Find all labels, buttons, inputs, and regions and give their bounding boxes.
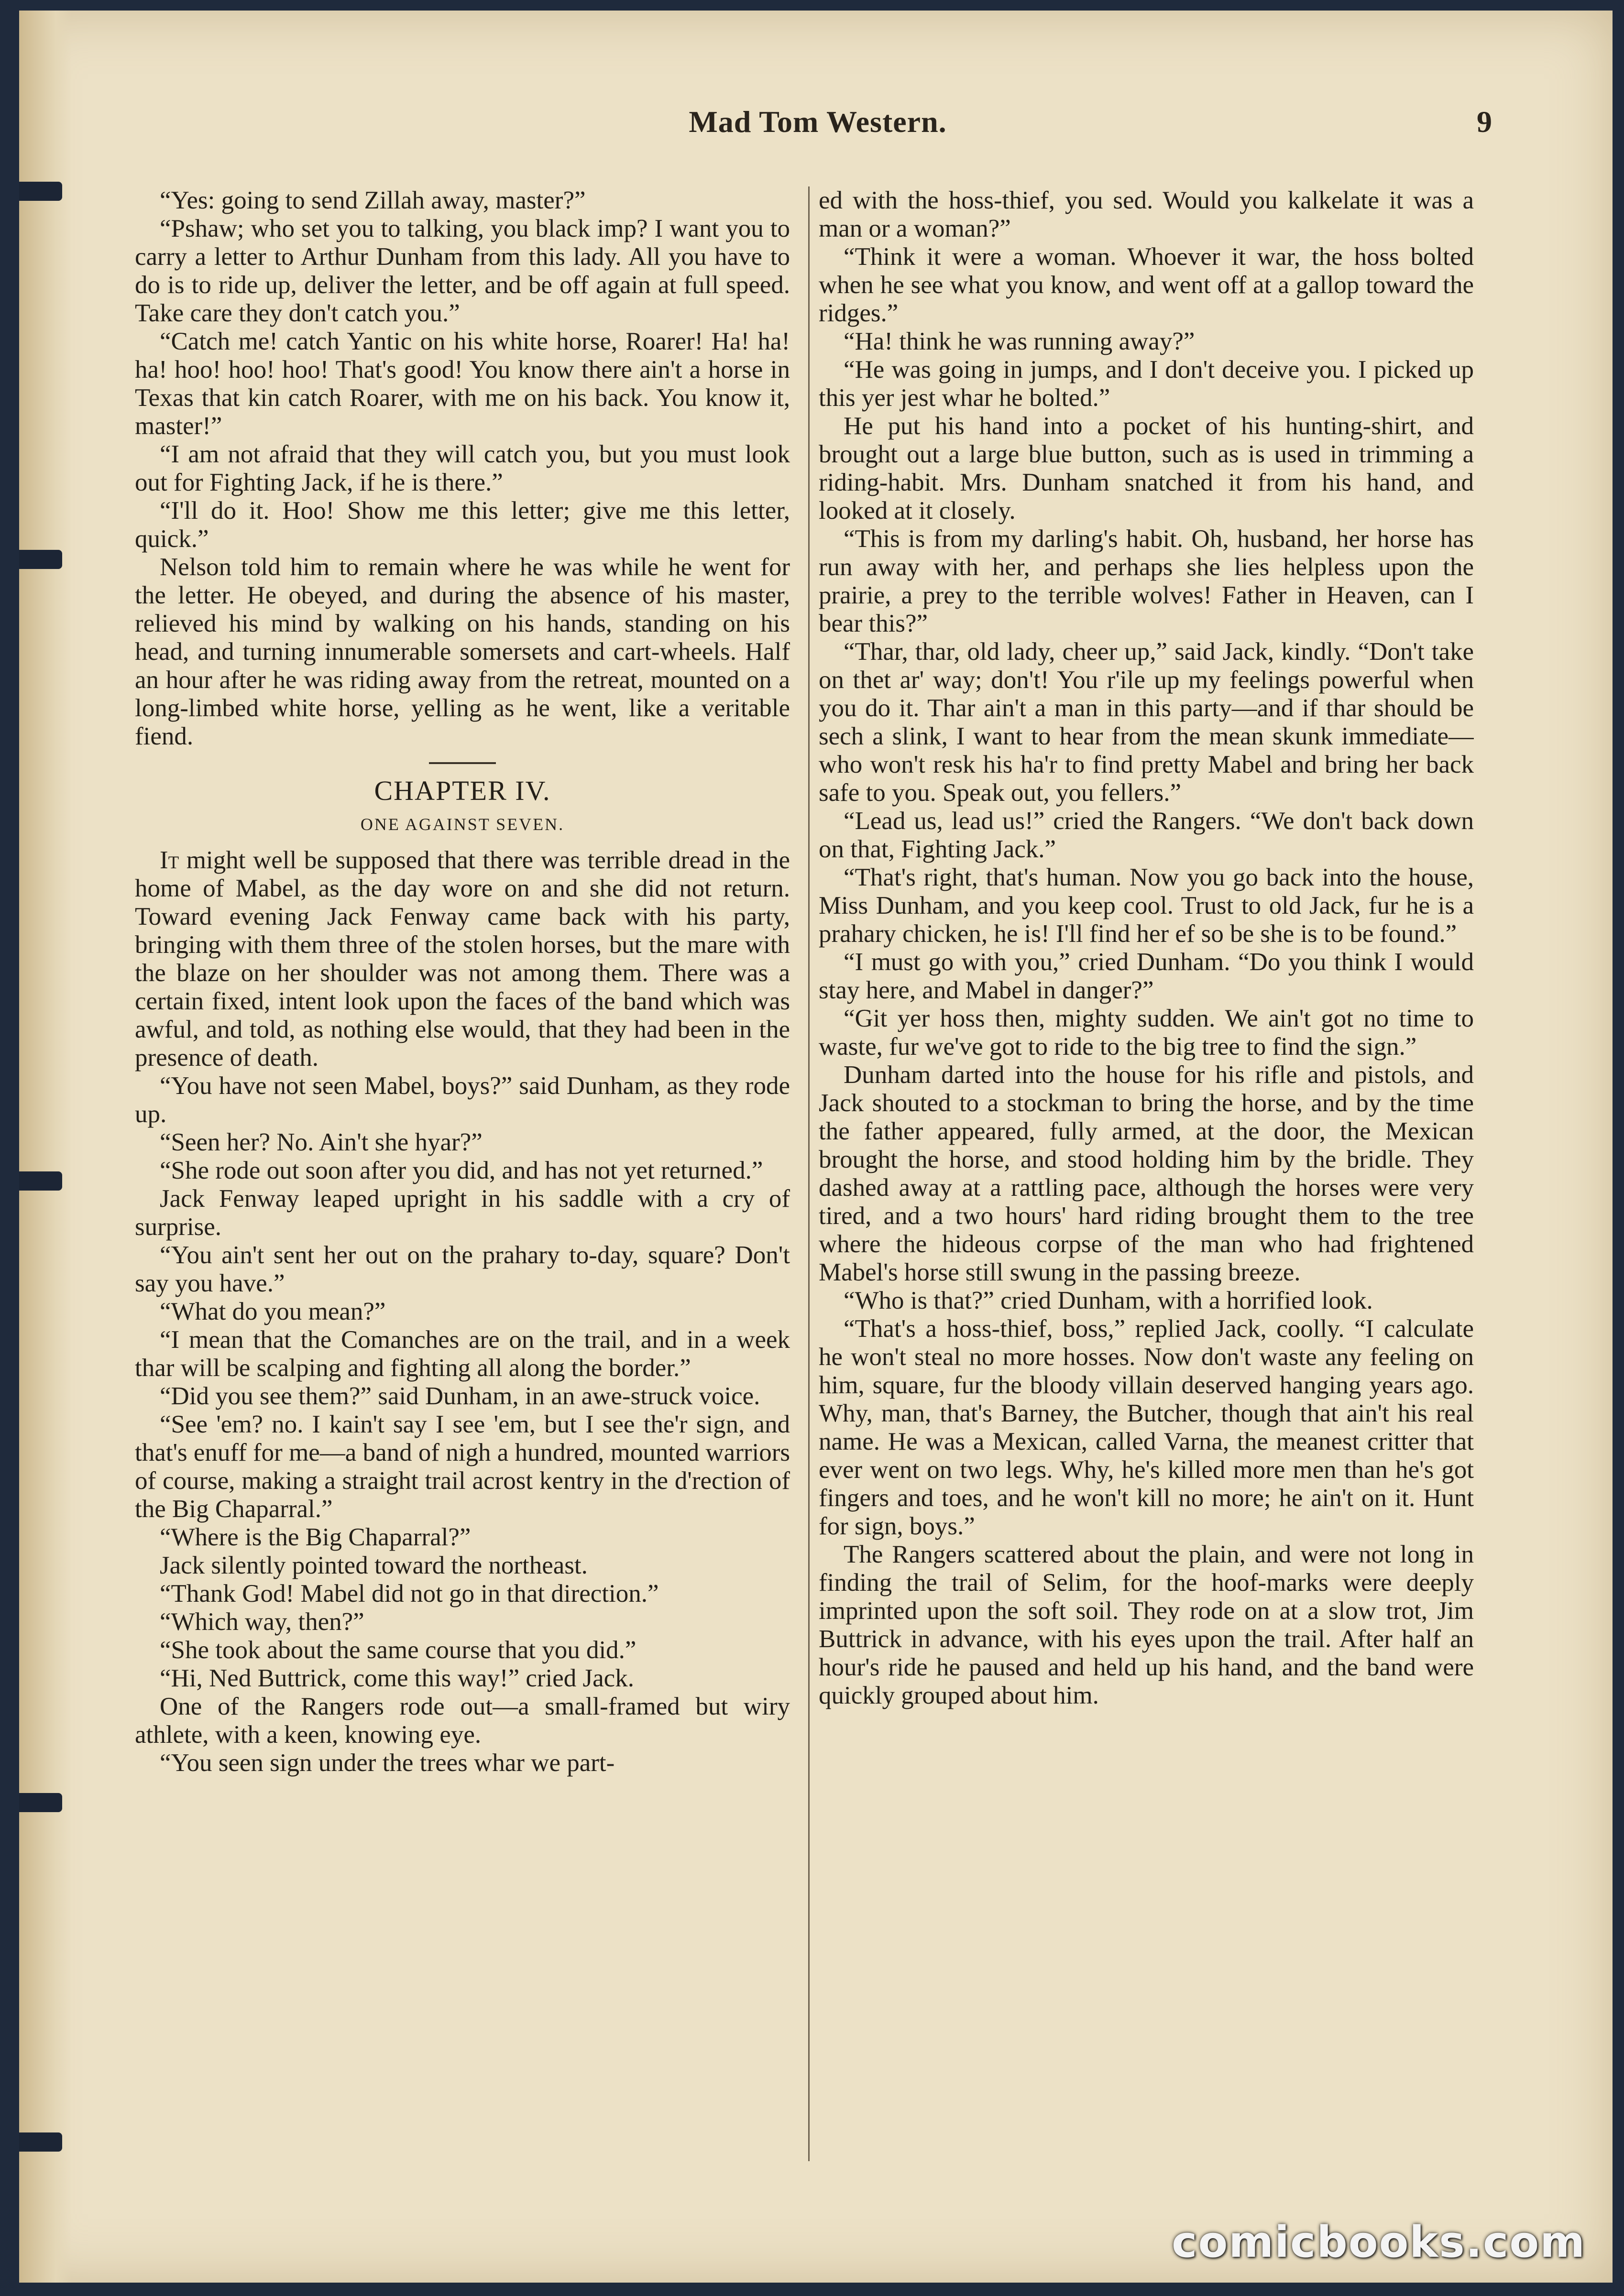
binding-staple <box>19 2132 62 2152</box>
paragraph: “She rode out soon after you did, and has not yet returned.” <box>160 1157 763 1184</box>
paragraph: “Think it were a woman. Whoever it war, the hoss bolted when he see what you know, and went off at a gallop toward the ridges.” <box>819 243 1474 327</box>
paragraph: “You have not seen Mabel, boys?” said Dunham, as they rode up. <box>135 1072 790 1128</box>
binding-staple <box>19 1793 62 1812</box>
paragraph: “I'll do it. Hoo! Show me this letter; give me this letter, quick.” <box>135 497 790 553</box>
running-title: Mad Tom Western. <box>689 105 947 139</box>
right-paragraphs <box>819 243 1474 1710</box>
paragraph: Nelson told him to remain where he was while he went for the letter. He obeyed, and during the absence of his master, relieved his mind by walking on his hands, standing on his head, and turning innumerable somersets and cart-wheels. Half an hour after he was riding away from the retreat, mounted on a long-limbed white horse, yelling as he went, like a veritable fiend. <box>135 553 790 750</box>
paragraph: “I mean that the Comanches are on the trail, and in a week thar will be scalping and fighting all along the border.” <box>135 1326 790 1382</box>
paragraph: “See 'em? no. I kain't say I see 'em, but I see the'r sign, and that's enuff for me—a band of nigh a hundred, mounted warriors of course, making a straight trail acrost kentry in the d'rection of the Big Chaparral.” <box>135 1410 790 1523</box>
paragraph: “Pshaw; who set you to talking, you black imp? I want you to carry a letter to Arthur Dunham from this lady. All you have to do is to ride up, deliver the letter, and be off again at full speed. Take care they don't catch you.” <box>135 215 790 327</box>
page-number: 9 <box>1477 105 1492 139</box>
page-header <box>143 104 1492 147</box>
paragraph: “That's a hoss-thief, boss,” replied Jack, coolly. “I calculate he won't steal no more hosses. Now don't waste any feeling on him, square, fur the bloody villain deserved hanging years ago. Why, man, that's Barney, the Butcher, though that ain't his real name. He was a Mexican, called Varna, the meanest critter that ever went on two legs. Why, he's killed more men than he's got fingers and toes, and he won't kill no more; he ain't on it. Hunt for sign, boys.” <box>819 1315 1474 1540</box>
paragraph: “Where is the Big Chaparral?” <box>160 1523 471 1551</box>
opening-word: It <box>160 846 179 874</box>
continued-paragraph: ed with the hoss-thief, you sed. Would you kalkelate it was a man or a woman?” <box>819 186 1474 242</box>
paragraph: “Seen her? No. Ain't she hyar?” <box>160 1128 483 1156</box>
paragraph: “Ha! think he was running away?” <box>844 328 1195 355</box>
paragraph: “That's right, that's human. Now you go back into the house, Miss Dunham, and you keep cool. Trust to old Jack, fur he is a prahary chicken, he is! I'll find her ef so be she is to be found.” <box>819 864 1474 948</box>
paragraph: “I must go with you,” cried Dunham. “Do you think I would stay here, and Mabel in danger?” <box>819 948 1474 1004</box>
binding-staple <box>19 550 62 569</box>
opening-text: might well be supposed that there was terrible dread in the home of Mabel, as the day wore on and she did not return. Toward evening Jack Fenway came back with his party, bringing with them three of the stolen horses, but the mare with the blaze on her shoulder was not among them. There was a certain fixed, intent look upon the faces of the band which was awful, and told, as nothing else would, that they had been in the presence of death. <box>135 846 790 1071</box>
paragraph: “What do you mean?” <box>160 1298 386 1325</box>
binding-staple <box>19 182 62 201</box>
paragraph: “I am not afraid that they will catch you, but you must look out for Fighting Jack, if he is there.” <box>135 440 790 496</box>
paragraph: “Hi, Ned Buttrick, come this way!” cried Jack. <box>160 1664 634 1692</box>
chapter-opening-paragraph <box>135 846 790 1072</box>
paragraph: Jack Fenway leaped upright in his saddle with a cry of surprise. <box>135 1185 790 1241</box>
paragraph: “You ain't sent her out on the prahary to-day, square? Don't say you have.” <box>135 1241 790 1297</box>
paragraph: “Yes: going to send Zillah away, master?” <box>160 186 586 214</box>
left-column <box>135 186 790 2161</box>
chapter-subtitle: ONE AGAINST SEVEN. <box>360 815 565 834</box>
page-spine <box>19 11 72 2283</box>
paragraph: “Did you see them?” said Dunham, in an awe-struck voice. <box>160 1382 760 1410</box>
paragraph: “Catch me! catch Yantic on his white horse, Roarer! Ha! ha! ha! hoo! hoo! hoo! That's good! You know there ain't a horse in Texas that kin catch Roarer, with me on his back. You know it, master!” <box>135 328 790 440</box>
paragraph: “Thank God! Mabel did not go in that direction.” <box>160 1580 659 1607</box>
paragraph: “She took about the same course that you did.” <box>160 1636 636 1664</box>
section-rule <box>429 762 496 764</box>
column-divider <box>808 186 810 2161</box>
right-column <box>819 186 1474 2161</box>
paragraph: “You seen sign under the trees whar we part- <box>160 1749 615 1777</box>
paragraph: “Git yer hoss then, mighty sudden. We ain't got no time to waste, fur we've got to ride to the big tree to find the sign.” <box>819 1005 1474 1061</box>
paragraph: The Rangers scattered about the plain, and were not long in finding the trail of Selim, for the hoof-marks were deeply imprinted upon the soft soil. They rode on at a slow trot, Jim Buttrick in advance, with his eyes upon the trail. After half an hour's ride he paused and held up his hand, and the band were quickly grouped about him. <box>819 1541 1474 1709</box>
paragraph: “This is from my darling's habit. Oh, husband, her horse has run away with her, and perhaps she lies helpless upon the prairie, a prey to the terrible wolves! Father in Heaven, can I bear this?” <box>819 525 1474 637</box>
paragraph: “Lead us, lead us!” cried the Rangers. “We don't back down on that, Fighting Jack.” <box>819 807 1474 863</box>
watermark-text: comicbooks.com <box>1172 2217 1586 2267</box>
chapter-title: CHAPTER IV. <box>374 775 551 806</box>
paragraph: Jack silently pointed toward the northeast. <box>160 1552 588 1579</box>
paragraph: He put his hand into a pocket of his hunting-shirt, and brought out a large blue button, such as is used in trimming a riding-habit. Mrs. Dunham snatched it from his hand, and looked at it closely. <box>819 412 1474 525</box>
left-paragraphs-before <box>135 186 790 751</box>
left-paragraphs-after <box>135 1072 790 1777</box>
paragraph: One of the Rangers rode out—a small-framed but wiry athlete, with a keen, knowing eye. <box>135 1693 790 1749</box>
paragraph: Dunham darted into the house for his rifle and pistols, and Jack shouted to a stockman to bring the horse, and by the time the father appeared, fully armed, at the door, the Mexican brought the horse, and stood holding him by the bridle. They dashed away at a rattling pace, although the horses were very tired, and a two hours' hard riding brought them to the tree where the hideous corpse of the man who had frightened Mabel's horse still swung in the passing breeze. <box>819 1061 1474 1286</box>
paragraph: “Who is that?” cried Dunham, with a horrified look. <box>844 1287 1373 1314</box>
paragraph: “He was going in jumps, and I don't deceive you. I picked up this yer jest whar he bolted.” <box>819 356 1474 412</box>
binding-staple <box>19 1171 62 1191</box>
paragraph: “Thar, thar, old lady, cheer up,” said Jack, kindly. “Don't take on thet ar' way; don't! You r'ile up my feelings powerful when you do it. Thar ain't a man in this party—and if thar should be sech a slink, I want to hear from the mean skunk immediate—who won't resk his ha'r to find pretty Mabel and bring her back safe to you. Speak out, you fellers.” <box>819 638 1474 807</box>
paragraph: “Which way, then?” <box>160 1608 364 1636</box>
